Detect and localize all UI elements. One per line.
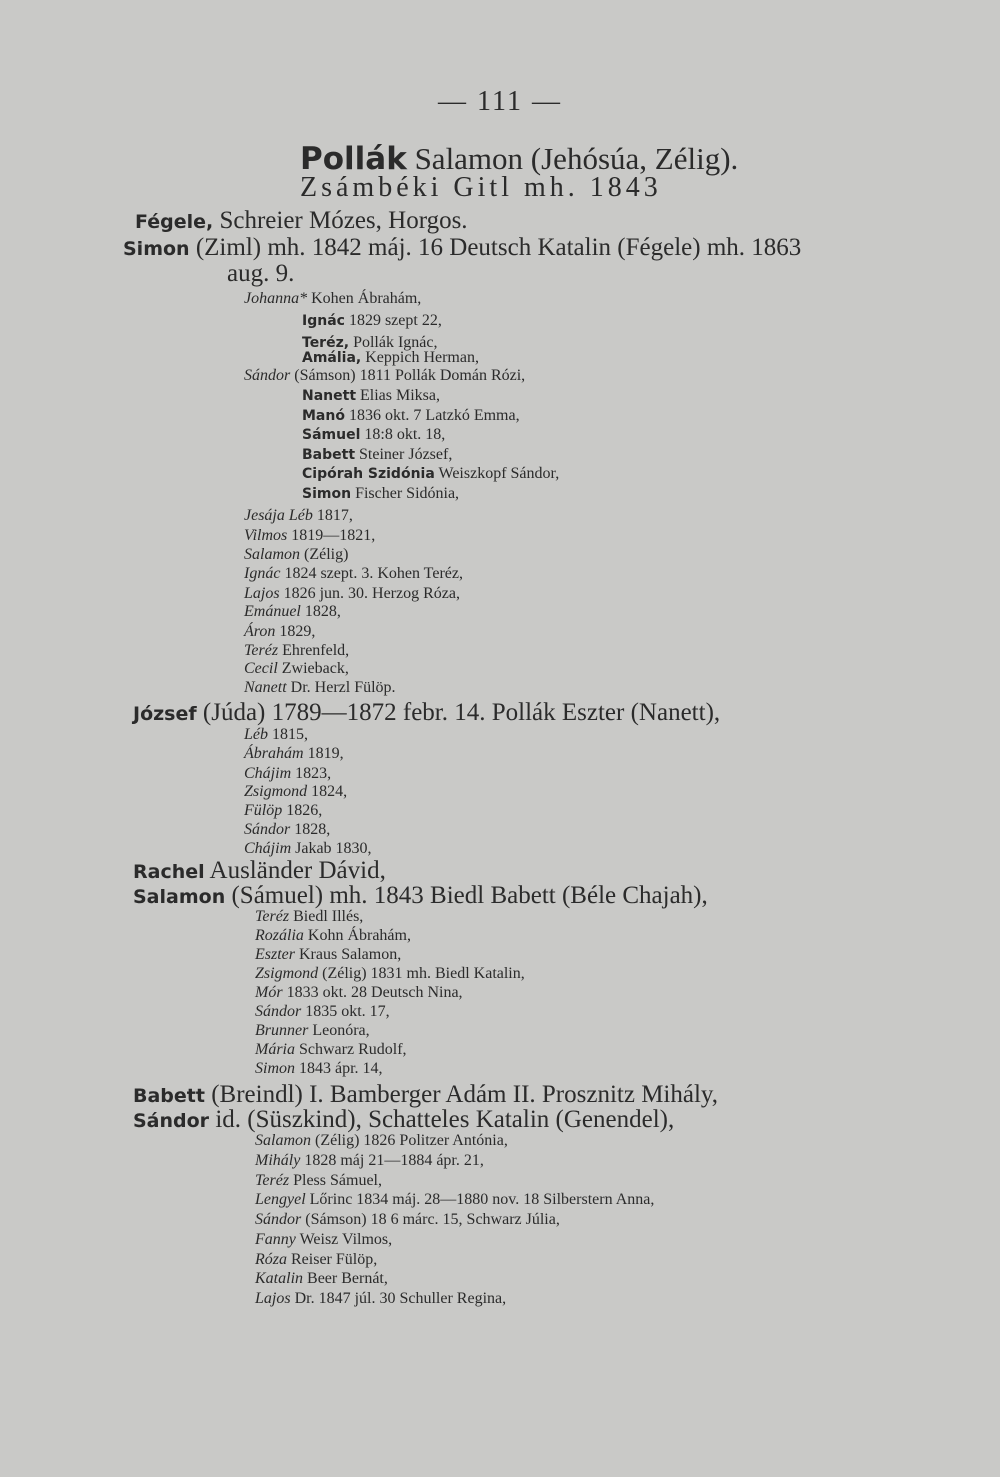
entry-text: (Sámuel) mh. 1843 Biedl Babett (Béle Chajah), <box>225 882 708 909</box>
entry-text: Kraus Salamon, <box>295 946 402 963</box>
entry-given-name: Zsigmond <box>255 965 319 982</box>
entry-line <box>244 803 322 819</box>
entry-line <box>244 784 347 800</box>
entry-given-name: Simon <box>255 1060 295 1077</box>
entry-given-name: Fülöp <box>244 802 283 819</box>
entry-line <box>244 822 330 838</box>
entry-line <box>244 746 344 762</box>
entry-text: Pless Sámuel, <box>289 1172 382 1189</box>
entry-given-name: Mária <box>255 1041 295 1058</box>
entry-line <box>135 208 468 233</box>
entry-text: Zwieback, <box>277 660 349 677</box>
page-number: — 111 — <box>438 86 562 117</box>
entry-text: 1824, <box>307 783 348 800</box>
entry-line <box>255 1232 392 1248</box>
entry-line <box>244 547 348 563</box>
entry-text: 1823, <box>291 765 332 782</box>
entry-text: 18:8 okt. 18, <box>360 426 446 443</box>
entry-text: (Sámson) 18 6 márc. 15, Schwarz Júlia, <box>301 1211 560 1228</box>
entry-given-name: Léb <box>244 726 268 743</box>
page-subtitle: Zsámbéki Gitl mh. 1843 <box>300 172 662 203</box>
entry-name: Cipórah Szidónia <box>302 466 435 482</box>
entry-name: Amália, <box>302 350 362 366</box>
entry-text: (Breindl) I. Bamberger Adám II. Prosznitz Mihály, <box>204 1081 719 1108</box>
entry-given-name: Katalin <box>255 1270 304 1287</box>
entry-text: Lőrinc 1834 máj. 28—1880 nov. 18 Silberstern Anna, <box>305 1191 655 1208</box>
entry-name: Simon <box>302 486 352 502</box>
entry-given-name: Sándor <box>244 367 291 384</box>
entry-given-name: Ábrahám <box>244 745 304 762</box>
entry-name: Sándor <box>133 1110 210 1132</box>
entry-text: Dr. 1847 júl. 30 Schuller Regina, <box>290 1290 507 1307</box>
entry-given-name: Sándor <box>255 1211 302 1228</box>
entry-text: 1829 szept 22, <box>344 312 442 329</box>
entry-given-name: Eszter <box>255 946 295 963</box>
entry-line <box>302 350 479 366</box>
entry-line <box>244 643 349 659</box>
entry-line <box>255 1252 377 1268</box>
entry-line <box>255 1061 383 1077</box>
page-title <box>300 143 738 175</box>
entry-text: Ehrenfeld, <box>278 642 350 659</box>
entry-given-name: Sándor <box>244 821 291 838</box>
entry-given-name: Cecil <box>244 660 278 677</box>
entry-line <box>255 1004 390 1020</box>
entry-text: 1843 ápr. 14, <box>295 1060 383 1077</box>
entry-text: 1826 jun. 30. Herzog Róza, <box>279 585 460 602</box>
entry-given-name: Ignác <box>244 565 281 582</box>
entry-given-name: Teréz <box>244 642 279 659</box>
entry-given-name: Lajos <box>255 1290 291 1307</box>
entry-text: 1828, <box>300 603 341 620</box>
entry-line <box>302 388 440 404</box>
entry-line <box>302 408 520 424</box>
entry-line <box>255 1042 407 1058</box>
entry-line <box>244 291 421 307</box>
entry-given-name: Nanett <box>244 679 287 696</box>
entry-text: 1835 okt. 17, <box>301 1003 390 1020</box>
entry-name: Nanett <box>302 388 357 404</box>
entry-text: 1817, <box>312 507 353 524</box>
entry-name: Manó <box>302 408 345 424</box>
entry-line <box>244 586 460 602</box>
entry-text: Elias Miksa, <box>356 387 441 404</box>
entry-text: Keppich Herman, <box>361 349 479 366</box>
entry-text: Kohn Ábrahám, <box>303 927 411 944</box>
entry-line <box>255 985 463 1001</box>
entry-line <box>255 1212 560 1228</box>
entry-name: Teréz, <box>302 335 350 351</box>
entry-line <box>123 235 801 260</box>
entry-text: 1815, <box>268 726 308 743</box>
entry-text: 1833 okt. 28 Deutsch Nina, <box>282 984 463 1001</box>
entry-text: id. (Süszkind), Schatteles Katalin (Genendel), <box>209 1106 675 1133</box>
entry-text: Jakab 1830, <box>291 840 372 857</box>
entry-line <box>302 427 445 443</box>
entry-name: Fégele, <box>135 211 214 233</box>
entry-line <box>133 700 720 725</box>
entry-name: Sámuel <box>302 427 361 443</box>
entry-given-name: Rozália <box>255 927 304 944</box>
entry-line <box>133 883 708 908</box>
entry-text: 1828 máj 21—1884 ápr. 21, <box>300 1152 484 1169</box>
entry-given-name: Salamon <box>244 546 300 563</box>
entry-line <box>133 1082 718 1107</box>
entry-line <box>244 841 372 857</box>
entry-line <box>255 1023 370 1039</box>
entry-text: 1819, <box>303 745 344 762</box>
entry-line <box>227 261 294 286</box>
entry-line <box>244 661 349 677</box>
entry-line <box>302 466 559 482</box>
entry-given-name: Vilmos <box>244 527 288 544</box>
entry-text: (Ziml) mh. 1842 máj. 16 Deutsch Katalin (Fégele) mh. 1863 <box>189 234 802 261</box>
entry-line <box>244 727 308 743</box>
entry-given-name: Johanna* <box>244 290 308 307</box>
entry-text: 1826, <box>282 802 323 819</box>
entry-text: (Júda) 1789—1872 febr. 14. Pollák Eszter (Nanett), <box>196 699 721 726</box>
entry-name: Rachel <box>133 861 205 883</box>
entry-given-name: Áron <box>244 623 276 640</box>
entry-given-name: Mihály <box>255 1152 301 1169</box>
entry-line <box>255 909 363 925</box>
entry-given-name: Teréz <box>255 1172 290 1189</box>
entry-text: Fischer Sidónia, <box>351 485 460 502</box>
entry-text: aug. 9. <box>227 260 295 287</box>
entry-text: Beer Bernát, <box>303 1270 388 1287</box>
entry-text: 1824 szept. 3. Kohen Teréz, <box>280 565 463 582</box>
entry-name: József <box>133 703 197 725</box>
entry-line <box>133 1107 674 1132</box>
entry-line <box>255 1291 506 1307</box>
entry-line <box>244 368 525 384</box>
title-rest: Salamon (Jehósúa, Zélig). <box>406 141 739 176</box>
entry-given-name: Emánuel <box>244 603 301 620</box>
entry-line <box>255 947 401 963</box>
entry-name: Simon <box>123 238 190 260</box>
entry-given-name: Chájim <box>244 840 292 857</box>
entry-line <box>244 766 331 782</box>
entry-given-name: Salamon <box>255 1132 311 1149</box>
entry-text: Weiszkopf Sándor, <box>434 465 560 482</box>
entry-name: Salamon <box>133 886 226 908</box>
entry-line <box>255 966 525 982</box>
entry-given-name: Lengyel <box>255 1191 306 1208</box>
entry-text: Steiner József, <box>355 446 453 463</box>
entry-given-name: Róza <box>255 1251 287 1268</box>
entry-line <box>244 624 315 640</box>
entry-given-name: Brunner <box>255 1022 309 1039</box>
entry-given-name: Zsigmond <box>244 783 308 800</box>
entry-text: 1828, <box>290 821 331 838</box>
entry-line <box>255 1133 508 1149</box>
entry-text: Dr. Herzl Fülöp. <box>286 679 396 696</box>
entry-given-name: Jesája Léb <box>244 507 313 524</box>
entry-line <box>255 1271 388 1287</box>
entry-line <box>255 1153 484 1169</box>
entry-text: (Zélig) 1831 mh. Biedl Katalin, <box>318 965 525 982</box>
title-surname: Pollák <box>300 141 407 177</box>
entry-text: Schreier Mózes, Horgos. <box>213 207 468 234</box>
entry-given-name: Chájim <box>244 765 292 782</box>
entry-given-name: Teréz <box>255 908 290 925</box>
entry-line <box>244 604 341 620</box>
entry-text: Pollák Ignác, <box>349 334 438 351</box>
entry-text: Schwarz Rudolf, <box>295 1041 407 1058</box>
entry-line <box>133 858 386 883</box>
entry-line <box>244 680 396 696</box>
entry-text: Biedl Illés, <box>289 908 364 925</box>
entry-line <box>255 1173 382 1189</box>
entry-line <box>302 313 442 329</box>
entry-text: Weisz Vilmos, <box>295 1231 393 1248</box>
entry-line <box>255 1192 654 1208</box>
entry-given-name: Sándor <box>255 1003 302 1020</box>
entry-text: 1836 okt. 7 Latzkó Emma, <box>344 407 520 424</box>
entry-line <box>244 528 375 544</box>
entry-text: Ausländer Dávid, <box>204 857 386 884</box>
entry-given-name: Mór <box>255 984 283 1001</box>
entry-line <box>302 486 459 502</box>
entry-line <box>255 928 411 944</box>
entry-text: (Zélig) 1826 Politzer Antónia, <box>311 1132 508 1149</box>
entry-name: Babett <box>133 1085 205 1107</box>
entry-line <box>302 447 452 463</box>
entry-text: Leonóra, <box>308 1022 370 1039</box>
entry-line <box>244 566 463 582</box>
entry-given-name: Lajos <box>244 585 280 602</box>
entry-text: Kohen Ábrahám, <box>307 290 422 307</box>
entry-name: Ignác <box>302 313 345 329</box>
entry-text: Reiser Fülöp, <box>287 1251 378 1268</box>
entry-text: (Zélig) <box>300 546 349 563</box>
entry-name: Babett <box>302 447 356 463</box>
entry-text: (Sámson) 1811 Pollák Domán Rózi, <box>290 367 526 384</box>
entry-given-name: Fanny <box>255 1231 296 1248</box>
entry-line <box>244 508 353 524</box>
entry-text: 1819—1821, <box>287 527 376 544</box>
entry-text: 1829, <box>275 623 316 640</box>
